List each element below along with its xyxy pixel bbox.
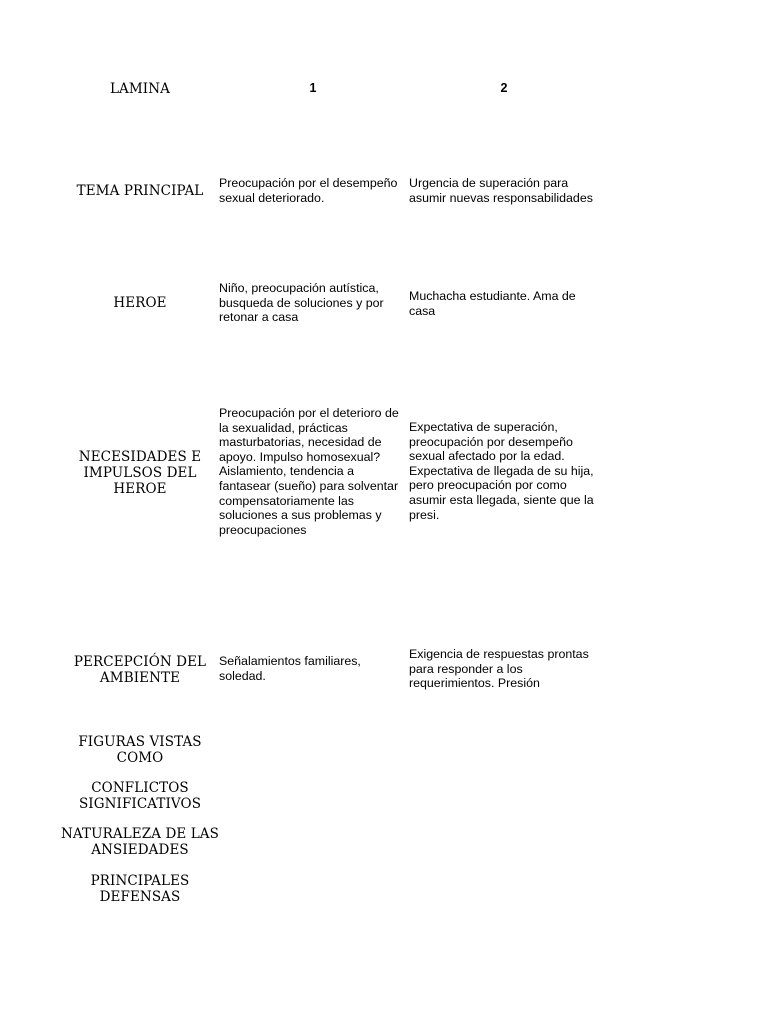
row-necesidades-col1: Preocupación por el deterioro de la sexualidad, prácticas masturbatorias, necesidad de apoyo. Impulso homosexual? Aislamiento, tendencia a fantasear (sueño) para solventar compensatoriamente las soluciones a sus problemas y preocupaciones [219, 406, 399, 537]
header-label-lamina: LAMINA [109, 81, 171, 97]
row-label-conflictos: CONFLICTOS SIGNIFICATIVOS [78, 780, 202, 812]
row-label-percepcion-ambiente: PERCEPCIÓN DEL AMBIENTE [73, 654, 207, 686]
row-percepcion-col2: Exigencia de respuestas prontas para responder a los requerimientos. Presión [409, 647, 589, 691]
header-column-1: 1 [309, 81, 317, 95]
row-label-necesidades: NECESIDADES E IMPULSOS DEL HEROE [78, 449, 202, 497]
row-label-tema-principal: TEMA PRINCIPAL [76, 183, 204, 199]
row-label-heroe: HEROE [113, 295, 167, 311]
header-column-2: 2 [500, 81, 508, 95]
row-percepcion-col1: Señalamientos familiares, soledad. [219, 654, 361, 683]
row-label-principales-defensas: PRINCIPALES DEFENSAS [90, 873, 190, 905]
row-tema-principal-col1: Preocupación por el desempeño sexual deteriorado. [219, 176, 398, 205]
row-heroe-col1: Niño, preocupación autística, busqueda de soluciones y por retonar a casa [219, 281, 384, 325]
row-tema-principal-col2: Urgencia de superación para asumir nuevas responsabilidades [409, 176, 593, 205]
row-label-figuras-vistas: FIGURAS VISTAS COMO [78, 734, 202, 766]
row-label-naturaleza-ansiedades: NATURALEZA DE LAS ANSIEDADES [61, 826, 219, 858]
row-heroe-col2: Muchacha estudiante. Ama de casa [409, 289, 576, 318]
row-necesidades-col2: Expectativa de superación, preocupación por desempeño sexual afectado por la edad. Expectativa de llegada de su hija, pero preocupación por como asumir esta llegada, siente que la presi. [409, 420, 594, 522]
